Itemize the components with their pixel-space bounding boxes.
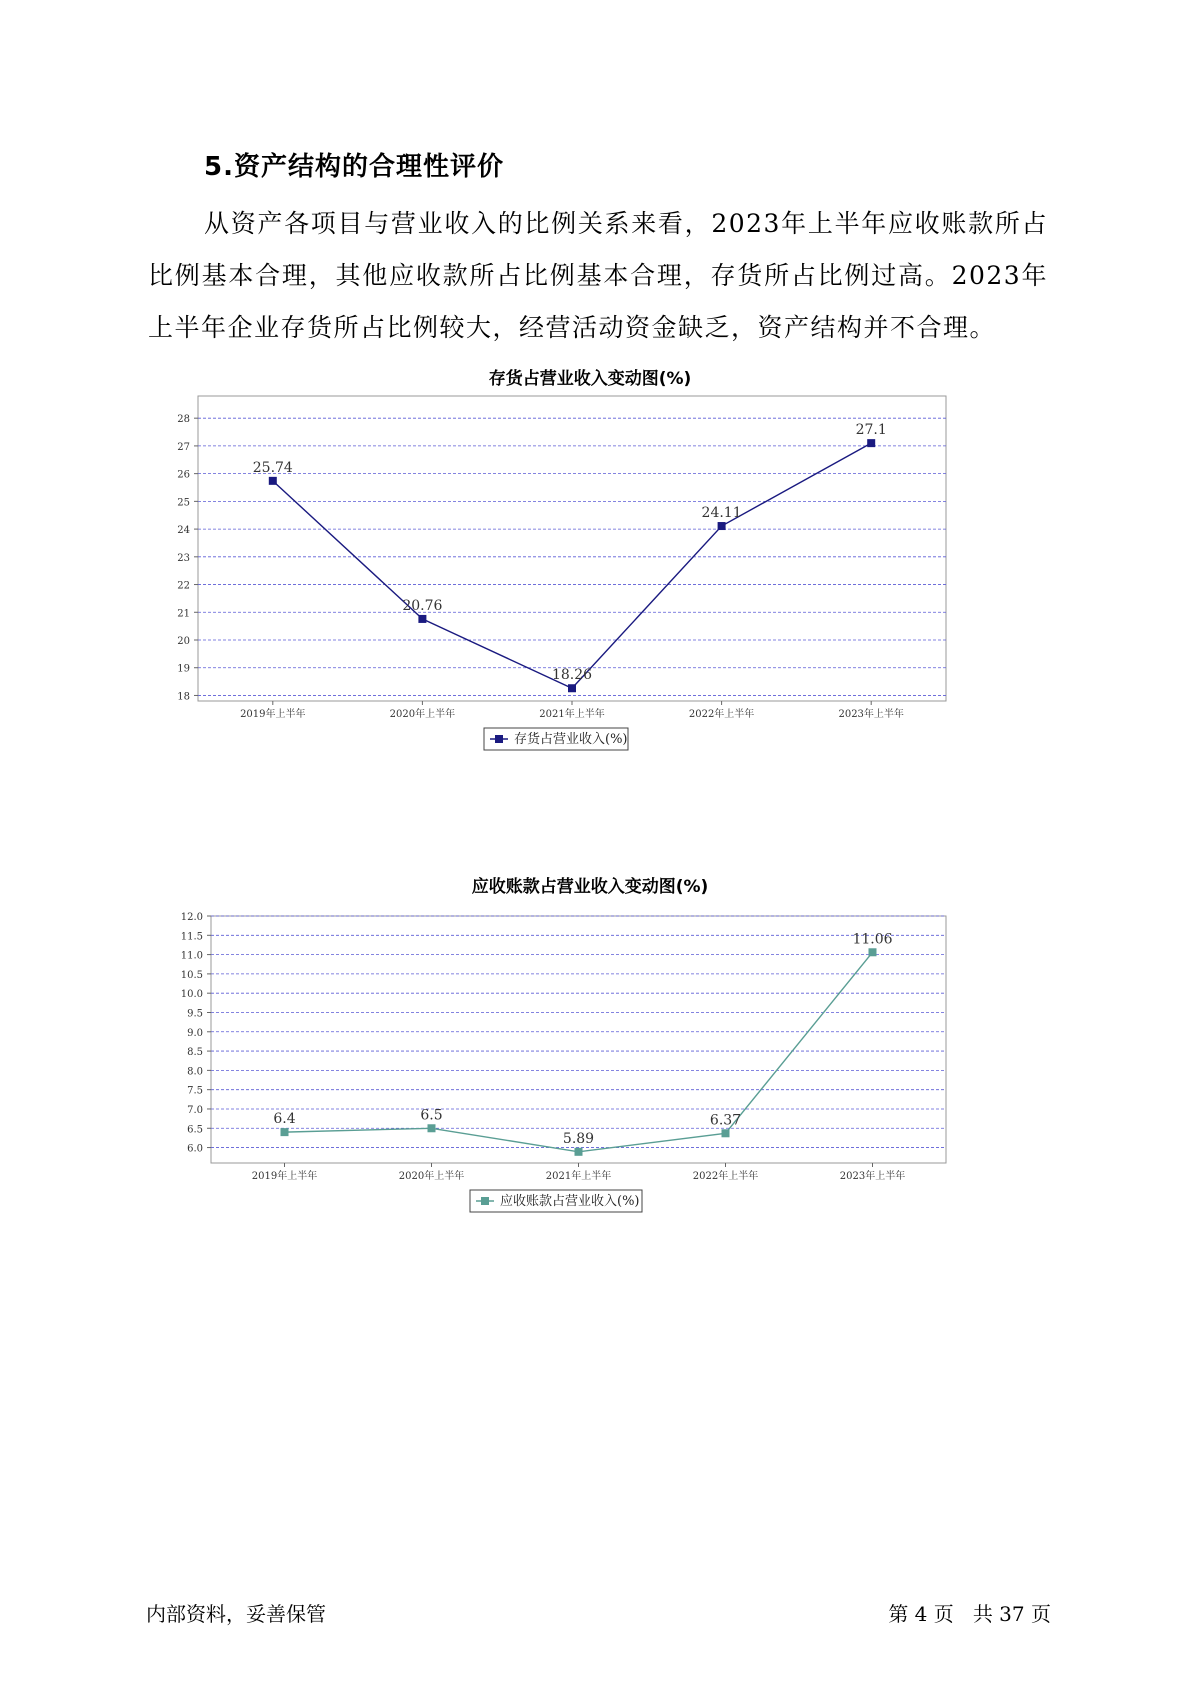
legend-label: 存货占营业收入(%) (514, 732, 628, 747)
data-point (269, 477, 277, 485)
data-point (418, 615, 426, 623)
x-tick-label: 2022年上半年 (692, 1171, 759, 1182)
y-tick-label: 11.5 (180, 931, 203, 943)
y-tick-label: 6.5 (187, 1124, 203, 1136)
y-tick-label: 6.0 (187, 1143, 203, 1155)
x-tick-label: 2023年上半年 (839, 1171, 906, 1182)
section-title: 5.资产结构的合理性评价 (204, 152, 504, 182)
y-tick-label: 9.0 (187, 1027, 203, 1039)
y-tick-label: 25 (177, 497, 190, 509)
data-label: 18.26 (551, 667, 593, 684)
x-tick-label: 2020年上半年 (389, 709, 456, 720)
plot-area (211, 916, 946, 1163)
data-label: 27.1 (855, 422, 887, 439)
data-point (722, 1129, 730, 1137)
data-label: 20.76 (402, 597, 443, 614)
legend-marker (481, 1197, 489, 1205)
legend-marker (495, 735, 503, 743)
page-number: 第 4 页 共 37 页 (888, 1602, 1051, 1626)
x-tick-label: 2019年上半年 (251, 1171, 318, 1182)
y-tick-label: 21 (177, 608, 190, 620)
x-tick-label: 2020年上半年 (398, 1171, 465, 1182)
data-point (568, 684, 576, 692)
y-tick-label: 20 (177, 636, 190, 647)
body-paragraph: 从资产各项目与营业收入的比例关系来看，2023年上半年应收账款所占比例基本合理，其他应收款所占比例基本合理，存货所占比例过高。2023年上半年企业存货所占比例较大，经营活动资金缺乏，资产结构并不合理。 (148, 209, 1048, 342)
data-label: 25.74 (252, 459, 293, 476)
data-label: 5.89 (562, 1130, 595, 1147)
y-tick-label: 11.0 (180, 950, 203, 962)
data-label: 6.4 (273, 1111, 296, 1128)
y-tick-label: 12.0 (180, 912, 203, 923)
data-label: 6.5 (420, 1107, 443, 1124)
y-tick-label: 27 (177, 441, 190, 453)
data-label: 6.37 (709, 1112, 742, 1129)
receivables-chart-svg (140, 872, 1040, 1327)
x-tick-label: 2023年上半年 (838, 709, 904, 720)
x-tick-label: 2019年上半年 (240, 709, 306, 720)
x-tick-label: 2021年上半年 (539, 709, 605, 720)
y-tick-label: 9.5 (187, 1008, 203, 1020)
y-tick-label: 8.0 (187, 1066, 203, 1078)
y-tick-label: 18 (177, 691, 190, 703)
y-tick-label: 24 (177, 525, 190, 537)
y-tick-label: 7.0 (187, 1104, 203, 1116)
data-point (869, 948, 877, 956)
y-tick-label: 10.5 (180, 969, 203, 981)
chart-title: 应收账款占营业收入变动图(%) (471, 877, 709, 897)
y-tick-label: 26 (177, 469, 190, 481)
plot-area (198, 396, 946, 701)
data-label: 24.11 (701, 505, 742, 522)
y-tick-label: 28 (177, 414, 190, 426)
y-tick-label: 19 (177, 663, 190, 675)
y-tick-label: 8.5 (187, 1047, 203, 1059)
x-tick-label: 2022年上半年 (688, 709, 755, 720)
data-label: 11.06 (852, 931, 893, 948)
data-point (575, 1148, 583, 1156)
y-tick-label: 7.5 (187, 1085, 203, 1097)
footer-note: 内部资料，妥善保管 (146, 1602, 326, 1626)
receivables-chart (140, 872, 1040, 1327)
data-point (428, 1124, 436, 1132)
data-point (718, 522, 726, 530)
y-tick-label: 22 (177, 580, 190, 592)
y-tick-label: 10.0 (180, 989, 203, 1001)
chart-title: 存货占营业收入变动图(%) (488, 369, 692, 389)
x-tick-label: 2021年上半年 (545, 1171, 612, 1182)
legend-label: 应收账款占营业收入(%) (500, 1194, 640, 1209)
data-point (867, 439, 875, 447)
y-tick-label: 23 (177, 552, 190, 564)
inventory-chart-svg (140, 364, 1040, 819)
inventory-chart (140, 364, 1040, 819)
data-point (281, 1128, 289, 1136)
